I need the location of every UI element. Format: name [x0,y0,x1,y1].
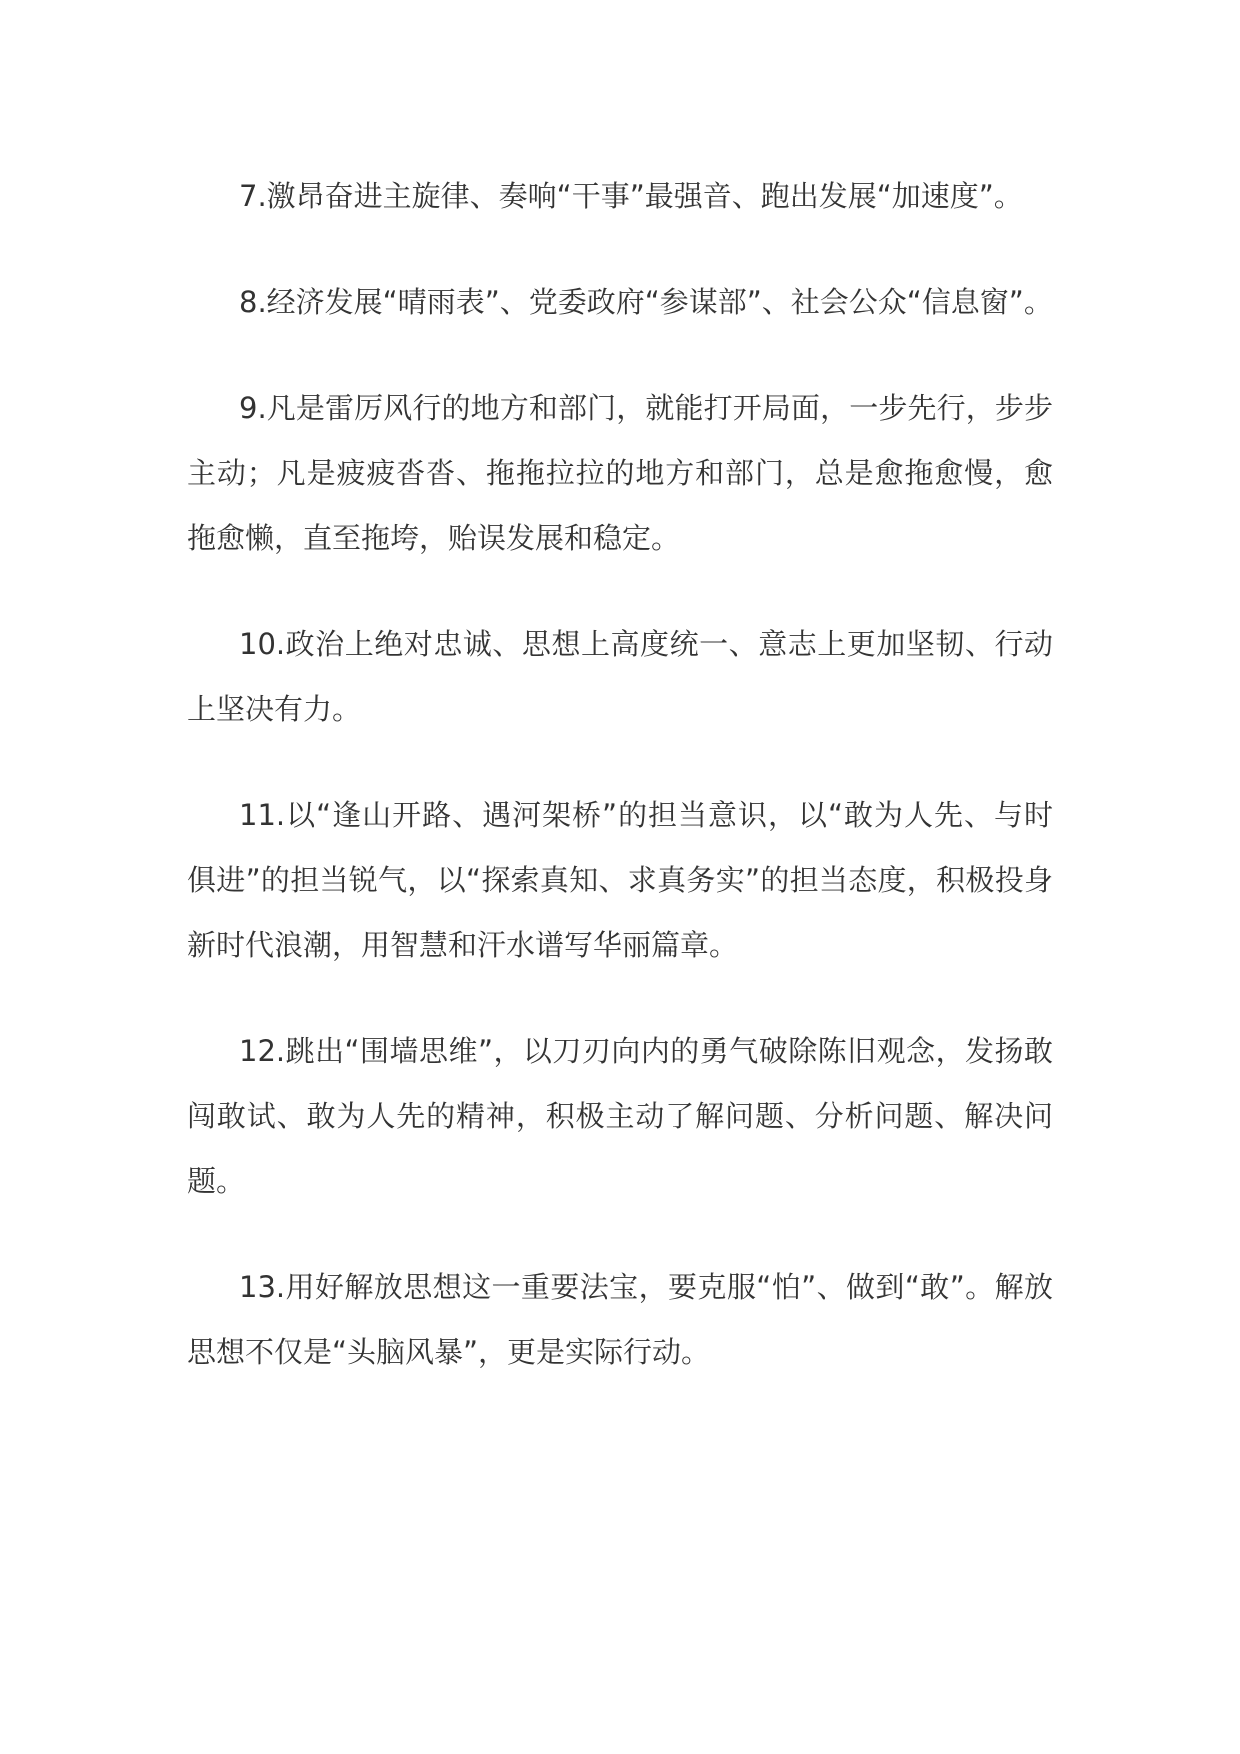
paragraph-11: 11.以“逢山开路、遇河架桥”的担当意识，以“敢为人先、与时俱进”的担当锐气，以“探索真知、求真务实”的担当态度，积极投身新时代浪潮，用智慧和汗水谱写华丽篇章。 [187,798,1053,962]
document-body [187,164,1053,1426]
paragraph-10: 10.政治上绝对忠诚、思想上高度统一、意志上更加坚韧、行动上坚决有力。 [187,627,1053,726]
paragraph-8: 8.经济发展“晴雨表”、党委政府“参谋部”、社会公众“信息窗”。 [239,285,1053,319]
paragraph-12: 12.跳出“围墙思维”，以刀刃向内的勇气破除陈旧观念，发扬敢闯敢试、敢为人先的精神，积极主动了解问题、分析问题、解决问题。 [187,1034,1053,1198]
paragraph-13: 13.用好解放思想这一重要法宝，要克服“怕”、做到“敢”。解放思想不仅是“头脑风暴”，更是实际行动。 [187,1270,1053,1369]
paragraph-7: 7.激昂奋进主旋律、奏响“干事”最强音、跑出发展“加速度”。 [239,179,1023,213]
paragraph-9: 9.凡是雷厉风行的地方和部门，就能打开局面，一步先行，步步主动；凡是疲疲沓沓、拖拖拉拉的地方和部门，总是愈拖愈慢，愈拖愈懒，直至拖垮，贻误发展和稳定。 [187,391,1053,555]
